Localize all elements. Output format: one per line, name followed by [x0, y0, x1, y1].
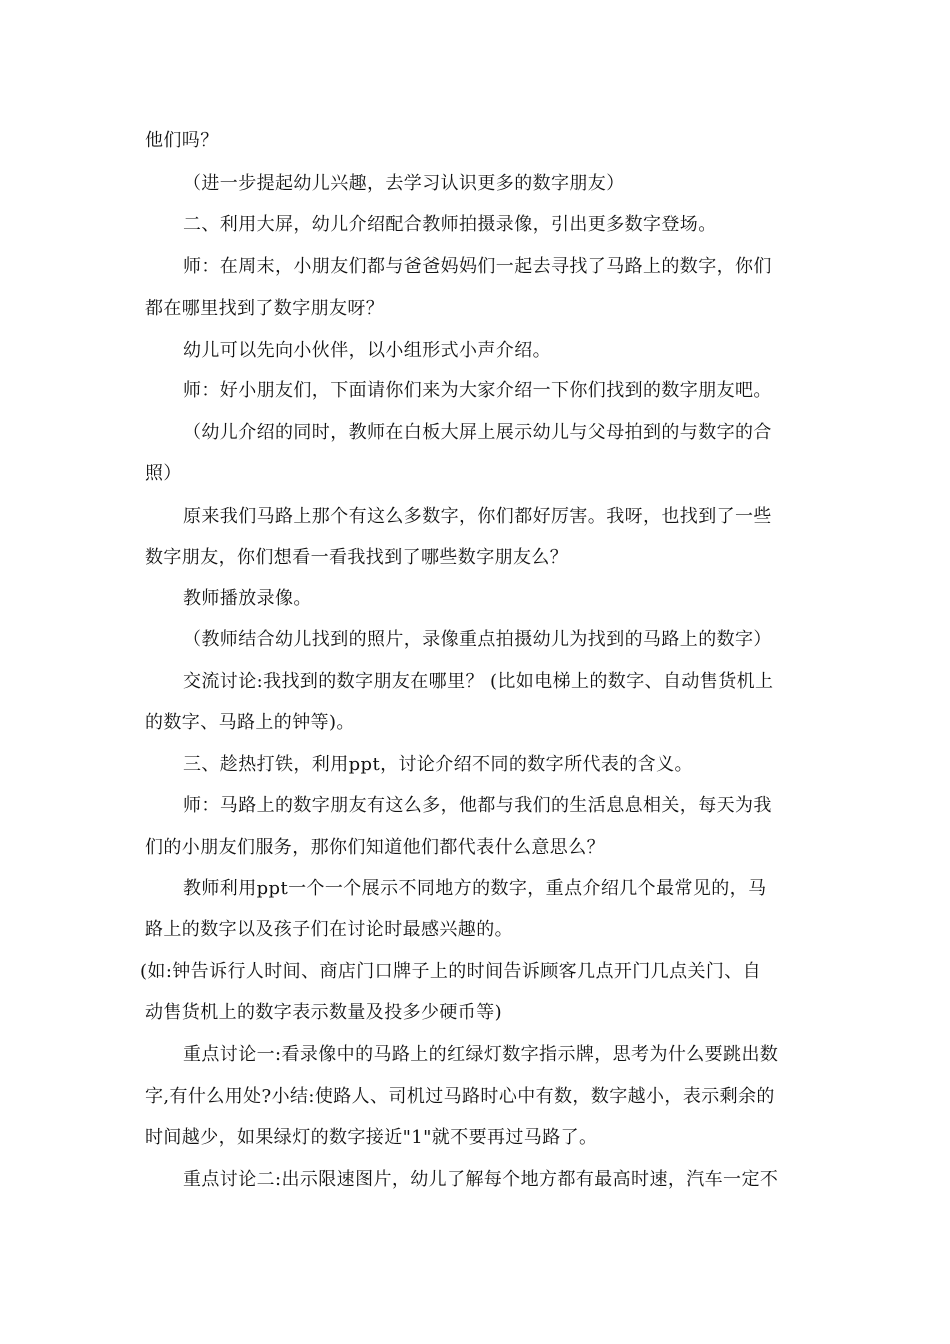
text-line: 教师利用ppt一个一个展示不同地方的数字，重点介绍几个最常见的，马	[183, 878, 767, 899]
text-line: （幼儿介绍的同时，教师在白板大屏上展示幼儿与父母拍到的与数字的合	[183, 422, 772, 443]
text-line: 动售货机上的数字表示数量及投多少硬币等)	[145, 1002, 503, 1023]
text-line: （进一步提起幼儿兴趣，去学习认识更多的数字朋友）	[183, 173, 625, 194]
section-heading: 二、利用大屏，幼儿介绍配合教师拍摄录像，引出更多数字登场。	[183, 214, 717, 235]
text-line: 重点讨论二:出示限速图片，幼儿了解每个地方都有最高时速，汽车一定不	[183, 1169, 779, 1190]
text-line: 幼儿可以先向小伙伴，以小组形式小声介绍。	[183, 340, 551, 361]
section-heading: 三、趁热打铁，利用ppt，讨论介绍不同的数字所代表的含义。	[183, 754, 693, 775]
text-line: 路上的数字以及孩子们在讨论时最感兴趣的。	[145, 919, 513, 940]
text-line: 交流讨论:我找到的数字朋友在哪里？ (比如电梯上的数字、自动售货机上	[183, 671, 774, 692]
text-line: 照）	[145, 463, 182, 484]
text-line: 字,有什么用处?小结:使路人、司机过马路时心中有数，数字越小，表示剩余的	[145, 1086, 775, 1107]
text-line: 教师播放录像。	[183, 588, 312, 609]
text-line: 他们吗？	[145, 130, 219, 151]
text-line: 们的小朋友们服务，那你们知道他们都代表什么意思么？	[145, 837, 605, 858]
text-line: 数字朋友，你们想看一看我找到了哪些数字朋友么？	[145, 547, 569, 568]
text-line: 师：在周末，小朋友们都与爸爸妈妈们一起去寻找了马路上的数字，你们	[183, 256, 772, 277]
text-line: 都在哪里找到了数字朋友呀？	[145, 298, 385, 319]
text-line: 师：好小朋友们，下面请你们来为大家介绍一下你们找到的数字朋友吧。	[183, 380, 772, 401]
text-line: 师：马路上的数字朋友有这么多，他都与我们的生活息息相关，每天为我	[183, 795, 772, 816]
text-line: 重点讨论一:看录像中的马路上的红绿灯数字指示牌，思考为什么要跳出数	[183, 1044, 779, 1065]
text-line: 时间越少，如果绿灯的数字接近"1"就不要再过马路了。	[145, 1127, 598, 1148]
text-line: （教师结合幼儿找到的照片，录像重点拍摄幼儿为找到的马路上的数字）	[183, 629, 772, 650]
text-line: 的数字、马路上的钟等)。	[145, 712, 355, 733]
text-line: 原来我们马路上那个有这么多数字，你们都好厉害。我呀，也找到了一些	[183, 506, 772, 527]
text-line: (如:钟告诉行人时间、商店门口牌子上的时间告诉顾客几点开门几点关门、自	[140, 961, 762, 982]
